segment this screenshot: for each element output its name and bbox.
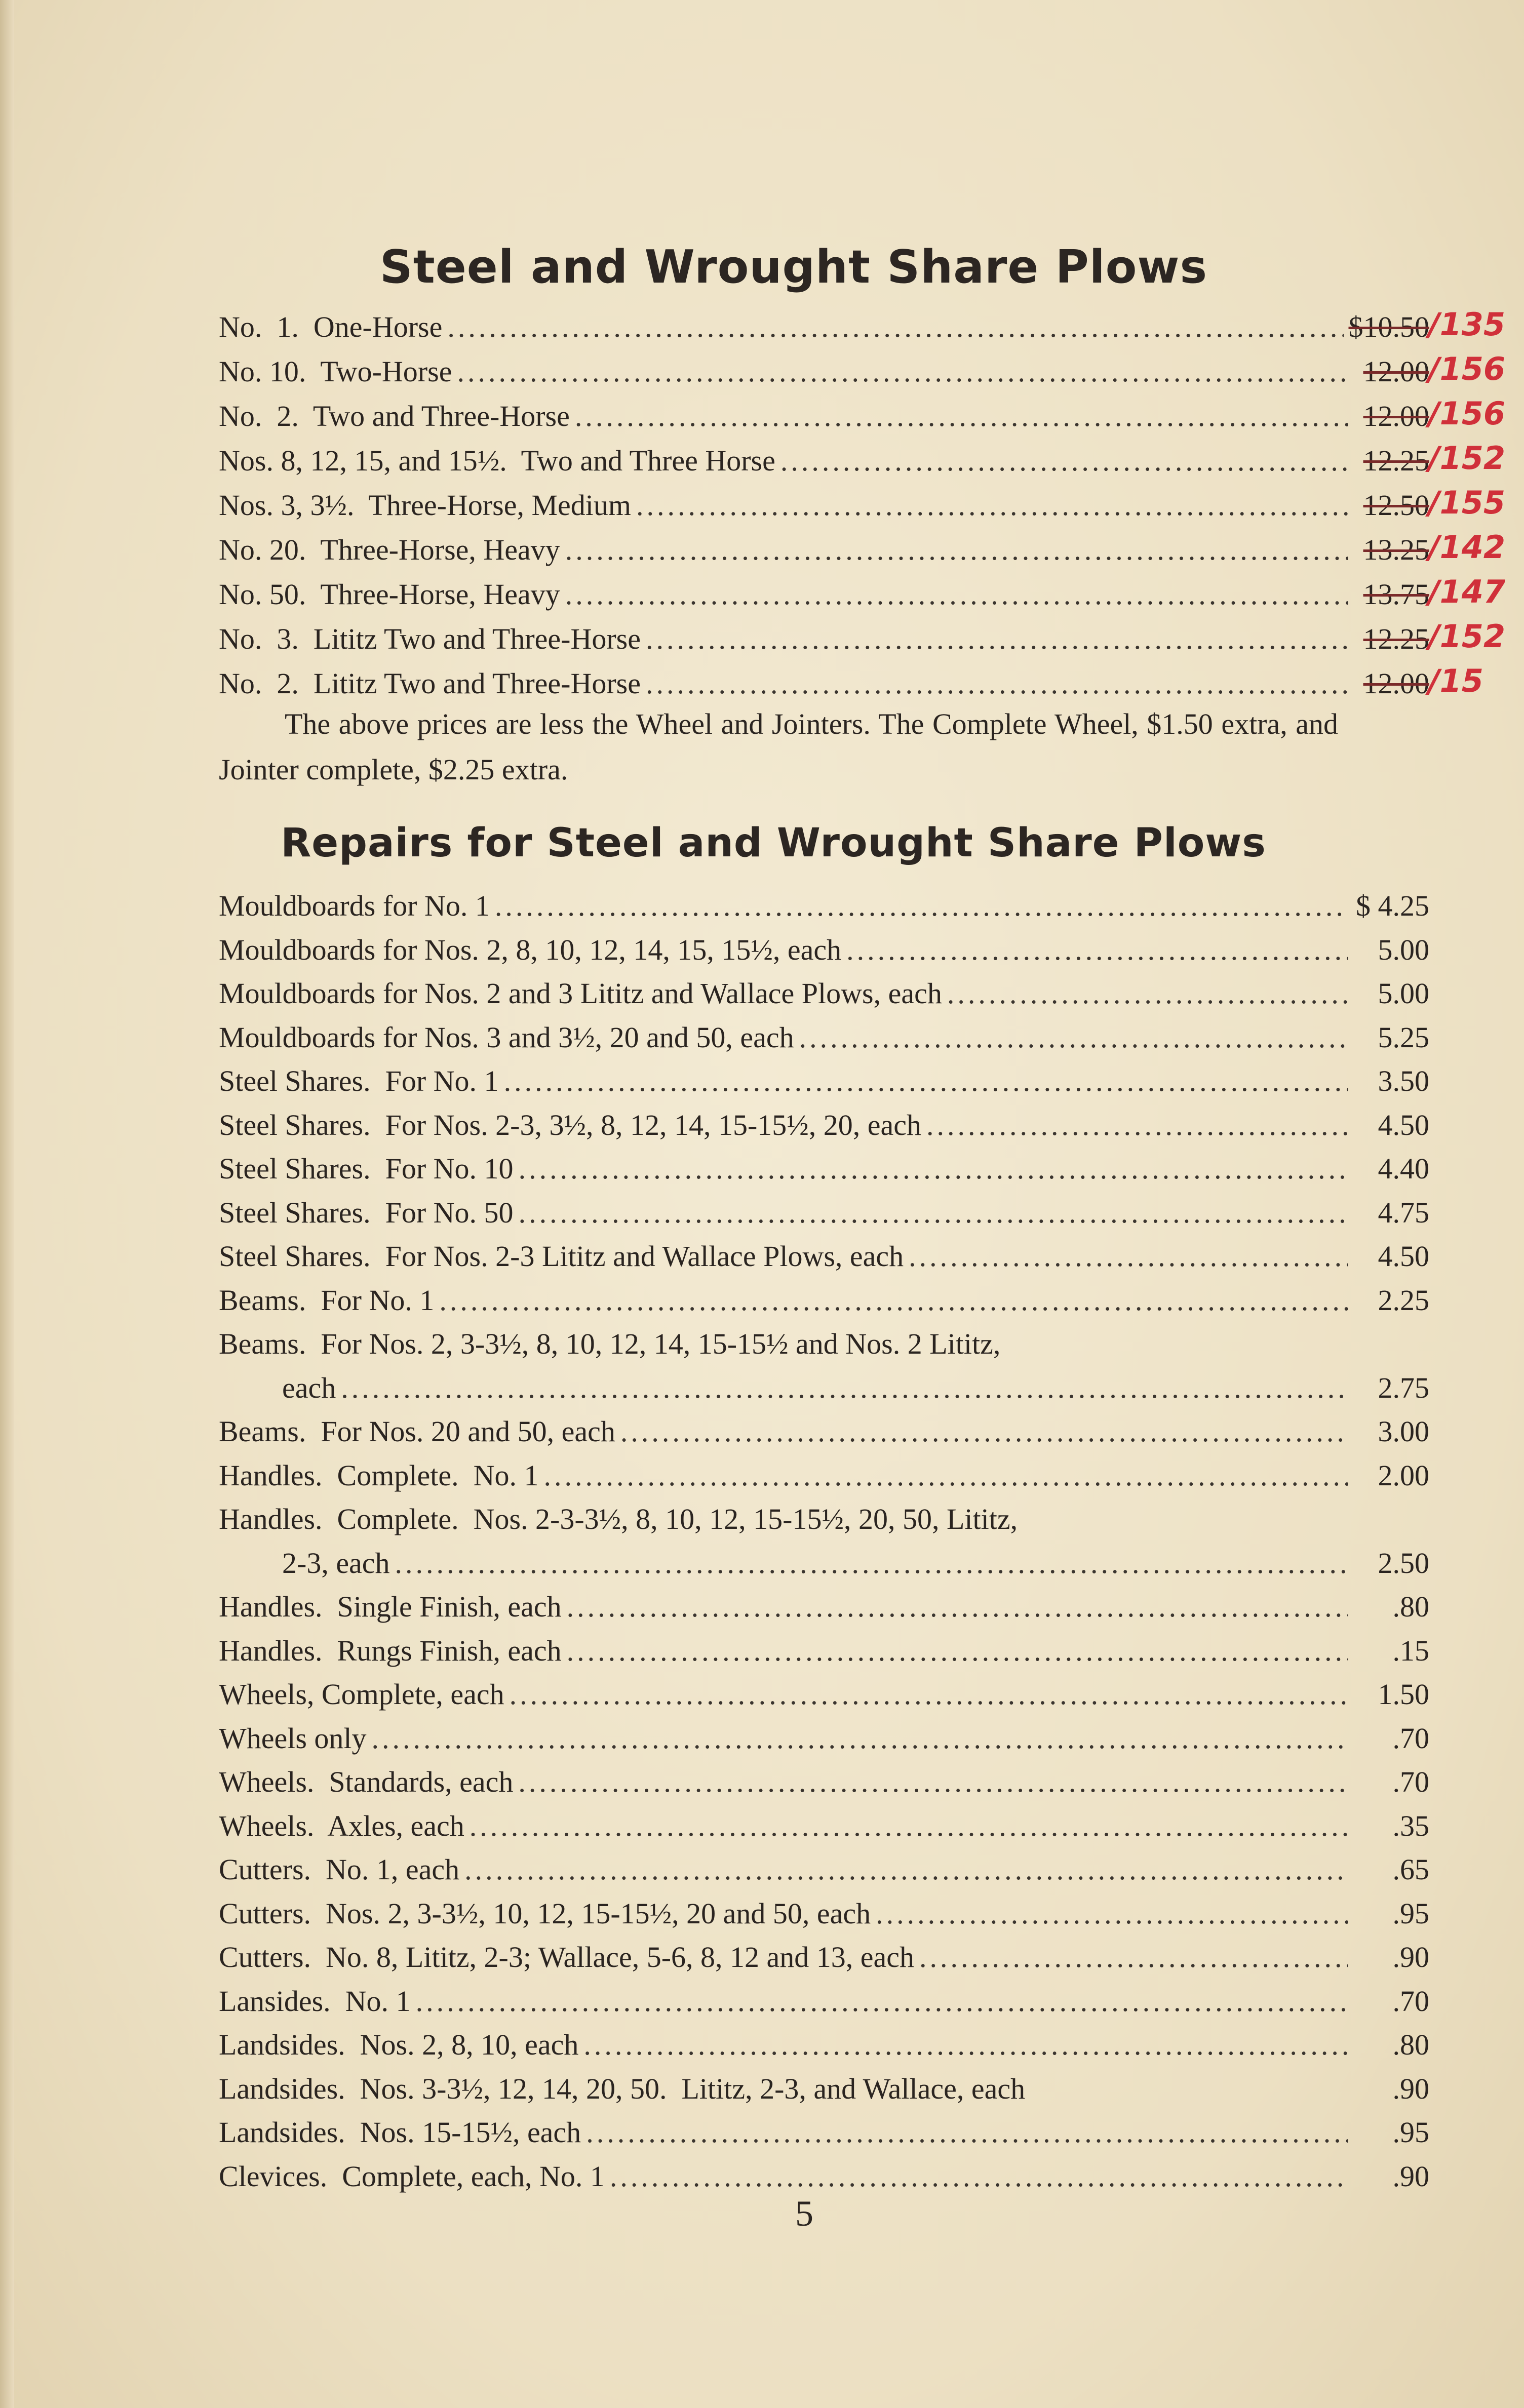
item-label: Cutters. No. 1, each <box>219 1853 460 1886</box>
dot-leader <box>565 577 1348 611</box>
item-label: Mouldboards for Nos. 2, 8, 10, 12, 14, 15, 15½, each <box>219 933 842 966</box>
item-price: .70 <box>1392 1984 1429 2018</box>
dot-leader <box>518 1765 1348 1799</box>
repairs-item <box>219 976 1429 1017</box>
item-price: .65 <box>1392 1853 1429 1886</box>
item-label: Steel Shares. For No. 1 <box>219 1064 499 1097</box>
item-label: No. 50. Three-Horse, Heavy <box>219 578 560 611</box>
repairs-item <box>219 1458 1429 1499</box>
handwritten-price-note: /15 <box>1428 662 1483 699</box>
repairs-item <box>219 1940 1429 1981</box>
item-label: each <box>282 1371 336 1404</box>
item-label: No. 2. Lititz Two and Three-Horse <box>219 667 641 700</box>
item-price: .95 <box>1392 1897 1429 1930</box>
item-price: .90 <box>1392 1941 1429 1973</box>
page-number: 5 <box>795 2193 813 2234</box>
item-price: 3.00 <box>1378 1415 1429 1448</box>
repairs-item <box>219 1064 1429 1104</box>
dot-leader <box>372 1721 1348 1755</box>
item-label: Cutters. Nos. 2, 3-3½, 10, 12, 15-15½, 20 and 50, each <box>219 1897 871 1930</box>
item-price: .70 <box>1392 1721 1429 1755</box>
item-price: .80 <box>1392 1590 1429 1623</box>
repairs-item <box>219 1809 1429 1849</box>
repairs-item <box>219 1371 1429 1411</box>
item-price: 12.25 <box>1363 622 1429 655</box>
dot-leader <box>567 1590 1348 1624</box>
dot-leader <box>416 1984 1348 2018</box>
dot-leader <box>519 1196 1348 1230</box>
item-price: 12.50 <box>1363 489 1429 522</box>
dot-leader <box>575 399 1348 433</box>
handwritten-price-note: /155 <box>1428 484 1506 521</box>
dot-leader <box>464 1852 1348 1886</box>
item-price: .35 <box>1392 1809 1429 1842</box>
handwritten-price-note: /142 <box>1428 529 1506 566</box>
dot-leader <box>909 1239 1348 1273</box>
repairs-item <box>219 2028 1429 2068</box>
item-price: .90 <box>1392 2159 1429 2193</box>
handwritten-price-note: /147 <box>1428 573 1506 610</box>
item-price: $ 4.25 <box>1356 889 1429 922</box>
repairs-item <box>219 1196 1429 1236</box>
item-label: Mouldboards for No. 1 <box>219 889 490 922</box>
item-price: 4.75 <box>1378 1196 1429 1229</box>
dot-leader <box>341 1371 1348 1405</box>
item-price: 2.25 <box>1378 1283 1429 1317</box>
repairs-item <box>219 1984 1429 2025</box>
item-label: Cutters. No. 8, Lititz, 2-3; Wallace, 5-6, 8, 12 and 13, each <box>219 1941 915 1973</box>
repairs-item <box>219 1677 1429 1718</box>
item-label: 2-3, each <box>282 1546 390 1580</box>
repairs-item <box>219 2072 1429 2112</box>
dot-leader <box>470 1809 1348 1843</box>
plows-item <box>219 444 1429 484</box>
dot-leader <box>510 1677 1348 1711</box>
item-price: 5.00 <box>1378 977 1429 1010</box>
dot-leader <box>447 310 1343 344</box>
repairs-title: Repairs for Steel and Wrought Share Plows <box>281 820 1266 866</box>
item-price: 13.25 <box>1363 533 1429 566</box>
repairs-item <box>219 1327 1429 1367</box>
plows-item <box>219 354 1429 395</box>
plows-item <box>219 533 1429 573</box>
item-price: 12.00 <box>1363 400 1429 432</box>
item-price: 4.40 <box>1378 1152 1429 1185</box>
item-label: No. 20. Three-Horse, Heavy <box>219 533 560 566</box>
repairs-item <box>219 1283 1429 1324</box>
handwritten-price-note: /152 <box>1428 440 1506 477</box>
dot-leader <box>876 1897 1348 1930</box>
dot-leader <box>395 1546 1348 1580</box>
item-price: 5.25 <box>1378 1020 1429 1054</box>
item-label: Lansides. No. 1 <box>219 1984 411 2018</box>
plows-item <box>219 577 1429 618</box>
repairs-item <box>219 1239 1429 1280</box>
item-price: 2.00 <box>1378 1458 1429 1492</box>
item-price: 12.00 <box>1363 667 1429 700</box>
item-price: $10.50 <box>1348 310 1429 343</box>
handwritten-price-note: /156 <box>1428 395 1506 432</box>
plows-note: The above prices are less the Wheel and Jointers. The Complete Wheel, $1.50 extra, and Jointer complete, $2.25 extra. <box>219 707 1338 786</box>
item-label: Beams. For No. 1 <box>219 1283 435 1317</box>
item-price: .15 <box>1392 1634 1429 1667</box>
plows-item <box>219 622 1429 662</box>
item-price: 2.75 <box>1378 1371 1429 1404</box>
item-price: .95 <box>1392 2116 1429 2149</box>
item-label: Steel Shares. For Nos. 2-3, 3½, 8, 12, 14, 15-15½, 20, each <box>219 1108 921 1141</box>
item-label: Steel Shares. For No. 10 <box>219 1152 514 1185</box>
item-price: 3.50 <box>1378 1064 1429 1097</box>
dot-leader <box>780 444 1348 478</box>
dot-leader <box>543 1458 1348 1492</box>
item-label: Wheels. Axles, each <box>219 1809 464 1842</box>
dot-leader <box>646 666 1348 700</box>
handwritten-price-note: /156 <box>1428 350 1506 387</box>
repairs-item <box>219 2159 1429 2200</box>
item-price: 4.50 <box>1378 1240 1429 1273</box>
repairs-item <box>219 1634 1429 1674</box>
dot-leader <box>799 1020 1348 1054</box>
item-label: Wheels. Standards, each <box>219 1765 514 1798</box>
dot-leader <box>610 2159 1348 2193</box>
item-label: No. 1. One-Horse <box>219 310 443 343</box>
dot-leader <box>620 1414 1348 1448</box>
item-price: 4.50 <box>1378 1108 1429 1141</box>
repairs-item <box>219 1502 1429 1543</box>
repairs-item <box>219 1152 1429 1192</box>
handwritten-price-note: /152 <box>1428 618 1506 655</box>
repairs-item <box>219 889 1429 929</box>
dot-leader <box>457 354 1348 388</box>
plows-item <box>219 399 1429 440</box>
dot-leader <box>919 1940 1348 1974</box>
item-price: .90 <box>1392 2072 1429 2105</box>
item-label: Beams. For Nos. 20 and 50, each <box>219 1415 615 1448</box>
item-price: 12.25 <box>1363 444 1429 477</box>
dot-leader <box>846 933 1348 967</box>
dot-leader <box>947 976 1348 1010</box>
repairs-item <box>219 1020 1429 1061</box>
repairs-item <box>219 2115 1429 2156</box>
item-label: Mouldboards for Nos. 3 and 3½, 20 and 50, each <box>219 1020 794 1054</box>
handwritten-price-note: /135 <box>1428 306 1506 343</box>
item-price: 1.50 <box>1378 1678 1429 1711</box>
repairs-item <box>219 933 1429 973</box>
repairs-item <box>219 1765 1429 1805</box>
dot-leader <box>495 889 1348 923</box>
item-price: 12.00 <box>1363 355 1429 388</box>
repairs-item <box>219 1852 1429 1893</box>
item-label: Handles. Rungs Finish, each <box>219 1634 562 1667</box>
dot-leader <box>583 2028 1348 2062</box>
repairs-item <box>219 1897 1429 1937</box>
item-price: .80 <box>1392 2028 1429 2061</box>
item-price: .70 <box>1392 1765 1429 1798</box>
dot-leader <box>646 622 1348 656</box>
item-label: Wheels only <box>219 1721 367 1755</box>
repairs-item <box>219 1108 1429 1149</box>
item-label: Landsides. Nos. 2, 8, 10, each <box>219 2028 579 2061</box>
item-label: Handles. Single Finish, each <box>219 1590 562 1623</box>
book-spine-edge <box>0 0 14 2408</box>
item-label: No. 10. Two-Horse <box>219 355 452 388</box>
repairs-item <box>219 1414 1429 1455</box>
plows-item <box>219 666 1429 707</box>
item-label: Landsides. Nos. 15-15½, each <box>219 2116 581 2149</box>
repairs-item <box>219 1546 1429 1587</box>
repairs-item <box>219 1721 1429 1762</box>
dot-leader <box>567 1634 1348 1668</box>
item-label: Steel Shares. For No. 50 <box>219 1196 514 1229</box>
dot-leader <box>439 1283 1348 1317</box>
item-label: No. 2. Two and Three-Horse <box>219 400 570 432</box>
dot-leader <box>504 1064 1348 1098</box>
dot-leader <box>636 488 1348 522</box>
item-label: Handles. Complete. No. 1 <box>219 1458 539 1492</box>
dot-leader <box>519 1152 1348 1186</box>
dot-leader <box>586 2115 1348 2149</box>
item-label: Landsides. Nos. 3-3½, 12, 14, 20, 50. Lititz, 2-3, and Wallace, each <box>219 2072 1026 2105</box>
item-label: Clevices. Complete, each, No. 1 <box>219 2159 605 2193</box>
item-label: Steel Shares. For Nos. 2-3 Lititz and Wallace Plows, each <box>219 1240 904 1273</box>
plows-item <box>219 310 1429 350</box>
dot-leader <box>565 533 1348 567</box>
item-label: Nos. 8, 12, 15, and 15½. Two and Three Horse <box>219 444 775 477</box>
item-label: No. 3. Lititz Two and Three-Horse <box>219 622 641 655</box>
plows-title: Steel and Wrought Share Plows <box>379 241 1208 294</box>
item-label: Mouldboards for Nos. 2 and 3 Lititz and Wallace Plows, each <box>219 977 942 1010</box>
item-label: Handles. Complete. Nos. 2-3-3½, 8, 10, 12, 15-15½, 20, 50, Lititz, <box>219 1503 1018 1535</box>
item-label: Beams. For Nos. 2, 3-3½, 8, 10, 12, 14, 15-15½ and Nos. 2 Lititz, <box>219 1327 1001 1360</box>
item-label: Wheels, Complete, each <box>219 1678 504 1711</box>
repairs-item <box>219 1590 1429 1630</box>
dot-leader <box>926 1108 1348 1142</box>
item-label: Nos. 3, 3½. Three-Horse, Medium <box>219 489 632 522</box>
item-price: 5.00 <box>1378 933 1429 966</box>
item-price: 13.75 <box>1363 578 1429 611</box>
item-price: 2.50 <box>1378 1546 1429 1580</box>
plows-item <box>219 488 1429 529</box>
